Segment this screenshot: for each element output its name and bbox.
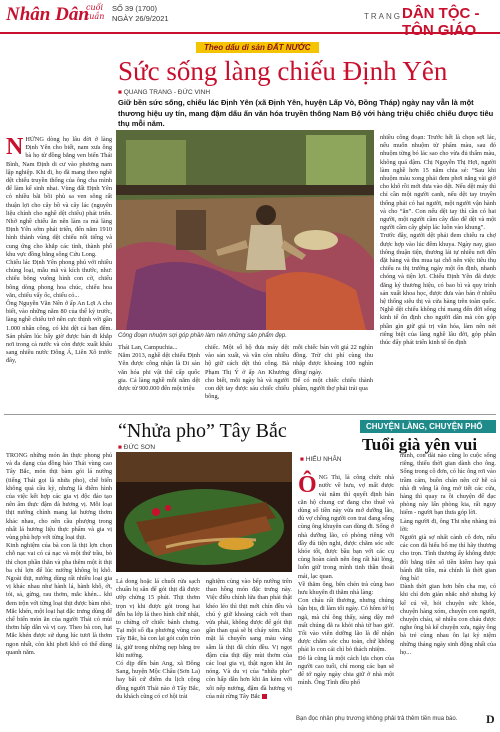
- article-column-2: Thái Lan, Campuchia... Năm 2013, nghề dệt chiếu Định Yên được công nhận là Di sản văn hóa phi vật thể cấp quốc gia. Cả làng nghề mỗi năm dệt được từ 900.000 đến một triệu: [118, 344, 200, 393]
- masthead: [0, 0, 500, 39]
- footer-note: Bạn đọc nhân phụ trương không phải trả thêm tiền mua báo.: [296, 716, 458, 722]
- article-column-3: chiếc. Một số hộ đưa máy dệt vào sản xuất, và vẫn còn nhiều hộ giữ cách dệt thủ công. Bà Phạm Thị Ý ở ấp An Khương cho biết, mỗi ngày bà và người con dệt tay được sáu chiếc chiếu bông,: [205, 344, 289, 401]
- column-text: HỮNG dòng họ lâu đời ở làng Định Yên cho biết, nam xưa ông bà họ từ đồng bằng ven biển Thái Bình, Nam Định di cư vào phương nam lập nghiệp. Khi đi, họ đã mang theo nghề dệt chiếu truyền thống của ông cha mình để làm kế sinh nhai. Vùng đất Định Yên có nhiều bãi bồi phù sa ven sông rất thuận lợi cho cây bồ và cây lác (nguyên liệu chính cho nghề dệt chiếu) phát triển. Nhờ nghề chiếu ăn nên làm ra mà làng Định Yên sớm phát triển, đến năm 1910 hình thành vùng dệt chiếu nổi tiếng và cung ứng cho khắp các tỉnh, thành phố khu vực đồng bằng sông Cửu Long. Chiếu lác Định Yên phong phú với nhiều chủng loại, mẫu mã và kích thước, như: chiếu bông vuông hình con cờ, chiếu bông dòng phong hoa chúc, chiếu hoa văn, chiếu vấy ốc, chiếu cỏ... Ông Nguyễn Văn Nên ở ấp An Lợi A cho biết, vào những năm 80 của thế kỷ trước, làng nghề chiếu trở nên cực thịnh với gần 1.000 nhân công, có khi dệt cả ban đêm. Sản phẩm lúc bấy giờ được bán đi khắp nơi trong cả nước và còn được xuất khẩu sang nhiều nước Đông Á, Liên Xô trước đây,: [6, 136, 112, 365]
- byline-author: ĐỨC SƠN: [123, 444, 156, 451]
- article3-column-1: [298, 466, 394, 714]
- newspaper-logo: Nhân Dân: [6, 4, 89, 25]
- article3-byline: ■ HIẾU NHÂN: [300, 456, 342, 463]
- article2-column-3: [206, 578, 292, 714]
- photo-illustration-food: [116, 452, 292, 572]
- section-title: DÂN TỘC - TÔN GIÁO: [402, 5, 480, 39]
- article-headline: Sức sống làng chiếu Định Yên: [118, 56, 448, 86]
- logo-tuan: tuần: [86, 12, 105, 21]
- logo-cuoi: cuối: [86, 3, 104, 12]
- issue-number: SỐ 39 (1700): [112, 4, 158, 13]
- drop-cap: N: [6, 136, 24, 160]
- column-label: CHUYỆN LÀNG, CHUYỆN PHỐ: [360, 420, 496, 433]
- article2-byline: ■ ĐỨC SƠN: [118, 444, 156, 451]
- issue-info: [112, 4, 169, 24]
- article2-column-3-text: nghiệm cùng vào bếp nướng trên than hồng món đặc trưng này. Việc điều chỉnh lửa than phải thật khéo léo thì thịt mới chín đều và chú ý giữ khoảng cách với than vừa phải, không được để gói thịt gần than quá sẽ bị cháy xém. Khi mặt lá chuyển sang màu vàng sẫm là thịt đã chín đều. Vị ngọt đậm của thịt dậy mùi thơm của các loại gia vị, thật ngon khi ăn nóng. Và du vị của “nhửa pho” còn hấp dẫn hơn khi ăn kèm với xôi nếp nương, đậm đà hương vị của núi rừng Tây Bắc: [206, 578, 292, 700]
- article2-column-2: Lá dong hoặc lá chuối rửa sạch chuẩn bị sẵn để gói thịt đã được ướp chừng 15 phút. Thịt thơm trọn vị khi được gói trong hai đến ba lớp lá theo hình chữ nhật, to chừng cỡ chiếc bánh chưng. Tại một số địa phương vùng cao Tây Bắc, bà con lại gói cuộn tròn lá, giữ trong những nẹp bằng tre khi nướng. Có dịp đến bản Ang, xã Đông Sang, huyện Mộc Châu (Sơn La) hay bất cứ điểm du lịch cộng đồng người Thái nào ở Tây Bắc, du khách cũng có cơ hội trải: [116, 578, 200, 700]
- logo-suffix: [86, 3, 104, 21]
- article-sapo: Giữ bền sức sống, chiếu lác Định Yên (xã Định Yên, huyện Lấp Vò, Đồng Tháp) ngày nay vẫn là một thương hiệu uy tín, mang đậm dấu ấn văn hóa truyền thống Nam Bộ với hàng triệu chiếc chiếu được tiêu thụ mỗi năm.: [118, 98, 494, 128]
- article-kicker: Theo dấu di sản ĐẤT NƯỚC: [196, 42, 319, 53]
- page-label: TRANG: [364, 12, 402, 21]
- article2-photo-food: [116, 452, 292, 572]
- issue-date: NGÀY 26/9/2021: [112, 14, 169, 23]
- article2-column-left: TRONG những món ăn thực phong phú và đa dạng của đồng bào Thái vùng cao Tây Bắc, món thịt bàm gói lá nướng (tiếng Thái gọi là nhửa pho), chế biến không quá cầu kỳ, nhưng là điểm hình của việc kết hợp các gia vị độc đáo tạo nên ẩm thực đậm đà hương vị. Mỗi loại thịt nướng chính mang lại hương thơm khác nhau, cho nên cầu phượng trong nhất lá hương liệu thực phẩm và gia vị vùng phù hợp với từng loại thịt. Kinh nghiệm của bà con là thịt lợn chọn chỗ nạc vai có cả nạc và một thứ trầu, bò thì chọn phần thăn và pha thêm một ít thịt ba chỉ lợn để lúc nướng không bị khô. Ngoài thịt, nướng dùng rất nhiều loại gia vị khác nhau như hành lá, hành khô, ớt, tỏi, sả, gừng, rau thơm, mắc khén... khi đem trộn với từng loại thịt được bàm nhỏ. Mắc khén, một loại hạt đặc trưng dùng để chế biến món ăn của người Thái có mùi thơm hấp dẫn và vị cay. Theo bà con, hạt Mắc khén được sử dụng lúc tươi là thơm ngon nhất, còn khi phơi khô có thể dùng quanh năm.: [6, 452, 112, 656]
- article-byline: ■ QUANG TRANG - ĐỨC VINH: [118, 89, 211, 96]
- article-column-left: [6, 136, 112, 411]
- byline-author-3: HIẾU NHÂN: [305, 456, 342, 463]
- photo-caption: Công đoạn nhuộm sợi góp phần làm nên những sản phẩm đẹp.: [118, 333, 287, 339]
- article3-column-2: mình, con dài nào cũng lo cuộc sống riêng, thiếu thời gian dành cho ông. Sống trong cô đơn, có lúc ông rơi vào trầm cảm, buồn chán nên cứ hễ cả nhà đi vắng là ông mở tiết các cửa, hàng thì quay ra ồi chuyện để đạc phòng này lấn phòng kia, rất nguy hiểm - người bạn thưa góp lời. Làng người đi, ông Thi nhẹ nhàng trả lời: Người già sợ nhất cảnh cô đơn, nếu các con đã hiểu bổ mẹ thì hãy thương cho trọn. Tình thương ấy không được đổi bằng tiền số tiền kiếm hay quà bánh đắt tiền, mà chính là thời gian ông bà! Dành thời gian hơn bên cha mẹ, có khi chỉ đơn giản nhắc nhở nhưng kỷ kể cú về, hỏi chuyện sức khỏe, chuyện hàng xóm, chuyện con người, chuyện cháu, sẽ nhiều con cháu được nghe ông bà kể chuyện xưa, ngày ông bà trẻ cùng nhau ôn lại kỷ niệm những tháng ngày sinh động nhất của họ...: [400, 452, 496, 656]
- section-divider: [4, 414, 496, 415]
- end-mark: [262, 694, 267, 699]
- drop-cap-3: Ô: [298, 472, 317, 499]
- article3-column-1-text: NG Thi, là công chức nhà nước về hưu, vợ mất được vài năm thì quyết định bán căn hộ chung cư đang cho thuê và dùng số tiền này vừa mở dưỡng lão, đủ vợ chồng người con trai đang sống cùng ông khuyên can dùng đi. Sống ở nhà dưỡng lão, có phòng riêng với đầy đủ tiện nghi, được chăm sóc sức khỏe tốt, được bầu bạn với các cụ cùng hoàn cảnh nên ông rất hài lòng, luôn giữ trong mình tinh thần thoải mái, lạc quan. Về thăm ông, bên chén trà cùng bao hưu khuyên đi thăm nhà làng: Con cháu rất thương, nhưng chúng bận bịu, đi làm tối ngày. Có hôm tớ bị ngã, mà chỉ ông thấy, sáng dậy mở mất chúng đã ra khỏi nhà từ bao giờ. Tối vào viên dưỡng lão là để nhận được chăm sóc chu toàn, chứ không phải lo con cái chỉ bỏ thách nhiệm. Đó là cũng là một cách lựa chọn của người cao tuổi, chỉ mong các bạn sẽ để tớ ngày ngày chia giữ ở nhà một mình. Ông Tình đều phố: [298, 474, 394, 687]
- article-column-4: mỗi chiếc bán với giá 22 nghìn đồng. Trừ chi phí cùng thu nhập được khoảng 100 nghìn đồng/ ngày. Để có một chiếc chiếu thành phẩm, người thợ phải trải qua: [293, 344, 373, 393]
- byline-authors: QUANG TRANG - ĐỨC VINH: [123, 89, 211, 96]
- photo-illustration: [116, 130, 374, 330]
- article-column-right: nhiều công đoạn: Trước hết là chọn sợi lác, nếu muốn nhuộm từ phẩm màu, sau đó nhuộm từng bó lác sao cho vừa đủ thấm màu, không quá đậm. Chị Nguyễn Thị Hợi, người làm nghề hơn 15 năm chia sẻ: “Sau khi nhuộm màu xong phải đem phơi nắng vài giờ cho khô rồi mới đưa vào dệt. Nếu dệt máy thì chỉ cần một người canh, nếu dệt tay truyền thống phải có hai người, một người vận hành và cho “ăn”. Con nếu dệt tay thì cần có hai người, một người cầm cây đảo để dệt và một người cầm cây ghép lác luồn vào khung”. Trước đây, người dệt phải đem chiếu ra chợ được hợp vào lúc đêm khuya. Ngày nay, giao thông thuận tiện, thương lái tự nhiều nơi đến đặt hàng và thu mua tại chỗ nên việc tiêu thụ chiếu ra thị trường ngày một ổn định, nhanh chóng và tiện lợi. Chiếu Định Yên đã được đăng ký thương hiệu, có bao bì và quy trình sản xuất khoa học, được đưa vào bán ở nhiều hệ thống siêu thị và cửa hàng trên toàn quốc. Nghề dệt chiếu không chỉ mang đến đời sống kinh tế ổn định cho người dân mà còn góp phần gìn giữ giá trị văn hóa, làm nên nét riêng biệt của làng nghề lâu đời, góp phần thúc đẩy phát triển kinh tế ổn định: [380, 134, 496, 347]
- article3-headline: Tuổi già yên vui: [362, 435, 478, 454]
- article-photo-dyeing: [116, 130, 374, 330]
- page-letter: D: [486, 712, 495, 726]
- article2-headline: “Nhửa pho” Tây Bắc: [118, 420, 287, 442]
